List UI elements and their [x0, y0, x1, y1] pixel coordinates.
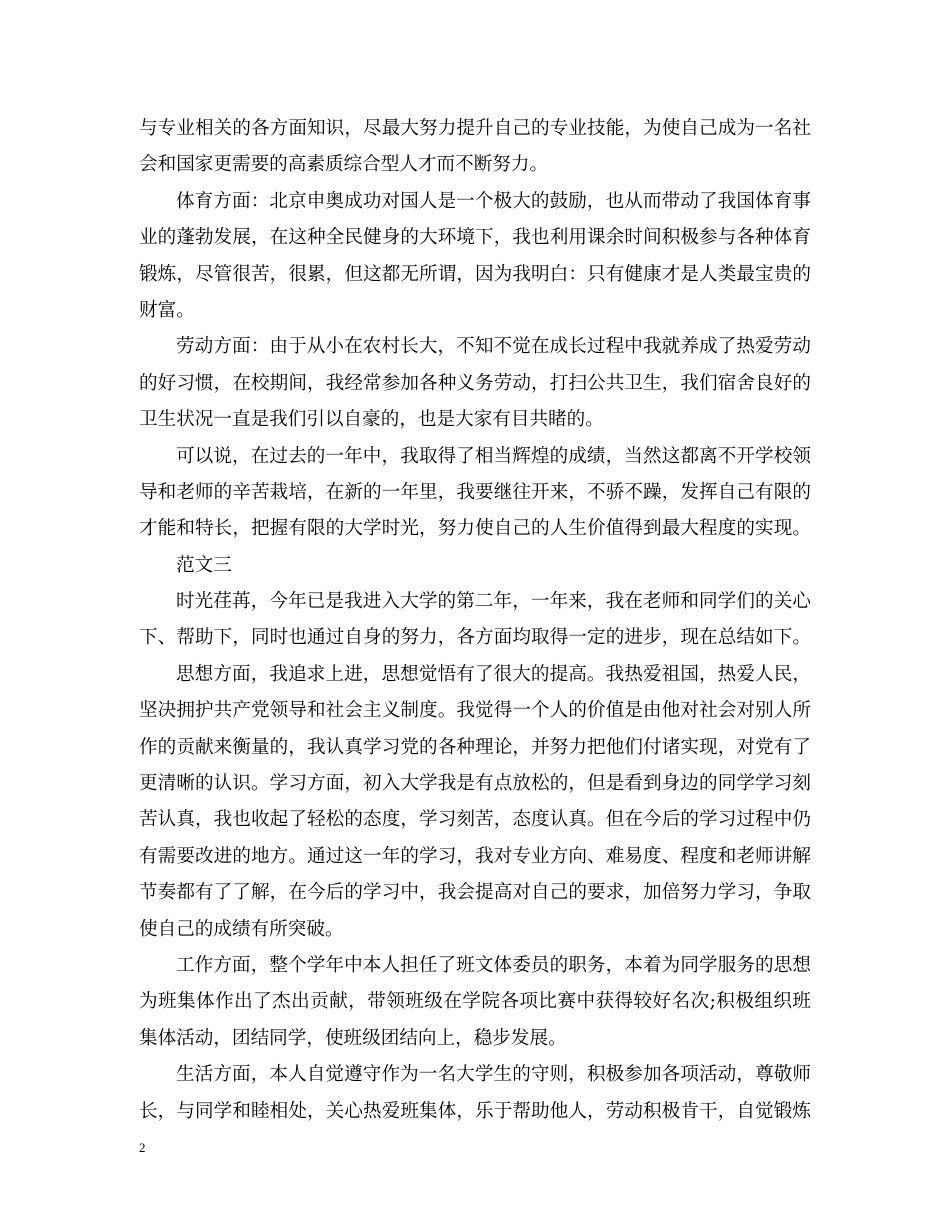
- text-line: 可以说，在过去的一年中，我取得了相当辉煌的成绩，当然这都离不开学校领: [176, 445, 811, 467]
- text-line: 导和老师的辛苦栽培，在新的一年里，我要继往开来，不骄不躁，发挥自己有限的: [139, 481, 811, 503]
- text-line: 的好习惯，在校期间，我经常参加各种义务劳动，打扫公共卫生，我们宿舍良好的: [139, 372, 811, 394]
- text-line: 使自己的成绩有所突破。: [139, 918, 344, 940]
- text-line: 生活方面，本人自觉遵守作为一名大学生的守则，积极参加各项活动，尊敬师: [176, 1064, 811, 1086]
- text-line: 下、帮助下，同时也通过自身的努力，各方面均取得一定的进步，现在总结如下。: [139, 627, 811, 649]
- text-line: 与专业相关的各方面知识，尽最大努力提升自己的专业技能，为使自己成为一名社: [139, 118, 811, 139]
- text-line: 会和国家更需要的高素质综合型人才而不断努力。: [139, 154, 549, 176]
- text-line: 更清晰的认识。学习方面，初入大学我是有点放松的，但是看到身边的同学学习刻: [139, 773, 811, 795]
- text-line: 财富。: [139, 299, 195, 321]
- text-line: 坚决拥护共产党领导和社会主义制度。我觉得一个人的价值是由他对社会对别人所: [139, 700, 811, 722]
- text-line: 工作方面，整个学年中本人担任了班文体委员的职务，本着为同学服务的思想: [176, 954, 811, 976]
- text-line: 节奏都有了了解，在今后的学习中，我会提高对自己的要求，加倍努力学习，争取: [139, 882, 811, 904]
- text-line: 范文三: [176, 554, 232, 576]
- text-line: 长，与同学和睦相处，关心热爱班集体，乐于帮助他人，劳动积极肯干，自觉锻炼: [139, 1100, 811, 1122]
- text-line: 思想方面，我追求上进，思想觉悟有了很大的提高。我热爱祖国，热爱人民，: [176, 663, 811, 685]
- text-line: 为班集体作出了杰出贡献，带领班级在学院各项比赛中获得较好名次;积极组织班: [139, 991, 811, 1013]
- text-line: 作的贡献来衡量的，我认真学习党的各种理论，并努力把他们付诸实现，对党有了: [139, 736, 811, 758]
- text-line: 有需要改进的地方。通过这一年的学习，我对专业方向、难易度、程度和老师讲解: [139, 845, 811, 867]
- text-line: 才能和特长，把握有限的大学时光，努力使自己的人生价值得到最大程度的实现。: [139, 518, 811, 540]
- text-line: 劳动方面：由于从小在农村长大，不知不觉在成长过程中我就养成了热爱劳动: [176, 336, 811, 358]
- body-text: [139, 111, 811, 1130]
- text-line: 时光荏苒，今年已是我进入大学的第二年，一年来，我在老师和同学们的关心: [176, 591, 811, 613]
- text-line: 体育方面：北京申奥成功对国人是一个极大的鼓励，也从而带动了我国体育事: [176, 190, 811, 212]
- text-line: 业的蓬勃发展，在这种全民健身的大环境下，我也利用课余时间积极参与各种体育: [139, 227, 811, 249]
- text-line: 集体活动，团结同学，使班级团结向上，稳步发展。: [139, 1027, 567, 1049]
- page-number: 2: [139, 1140, 146, 1155]
- text-line: 苦认真，我也收起了轻松的态度，学习刻苦，态度认真。但在今后的学习过程中仍: [139, 809, 811, 831]
- text-line: 锻炼，尽管很苦，很累，但这都无所谓，因为我明白：只有健康才是人类最宝贵的: [139, 263, 811, 285]
- text-line: 卫生状况一直是我们引以自豪的，也是大家有目共睹的。: [139, 409, 604, 431]
